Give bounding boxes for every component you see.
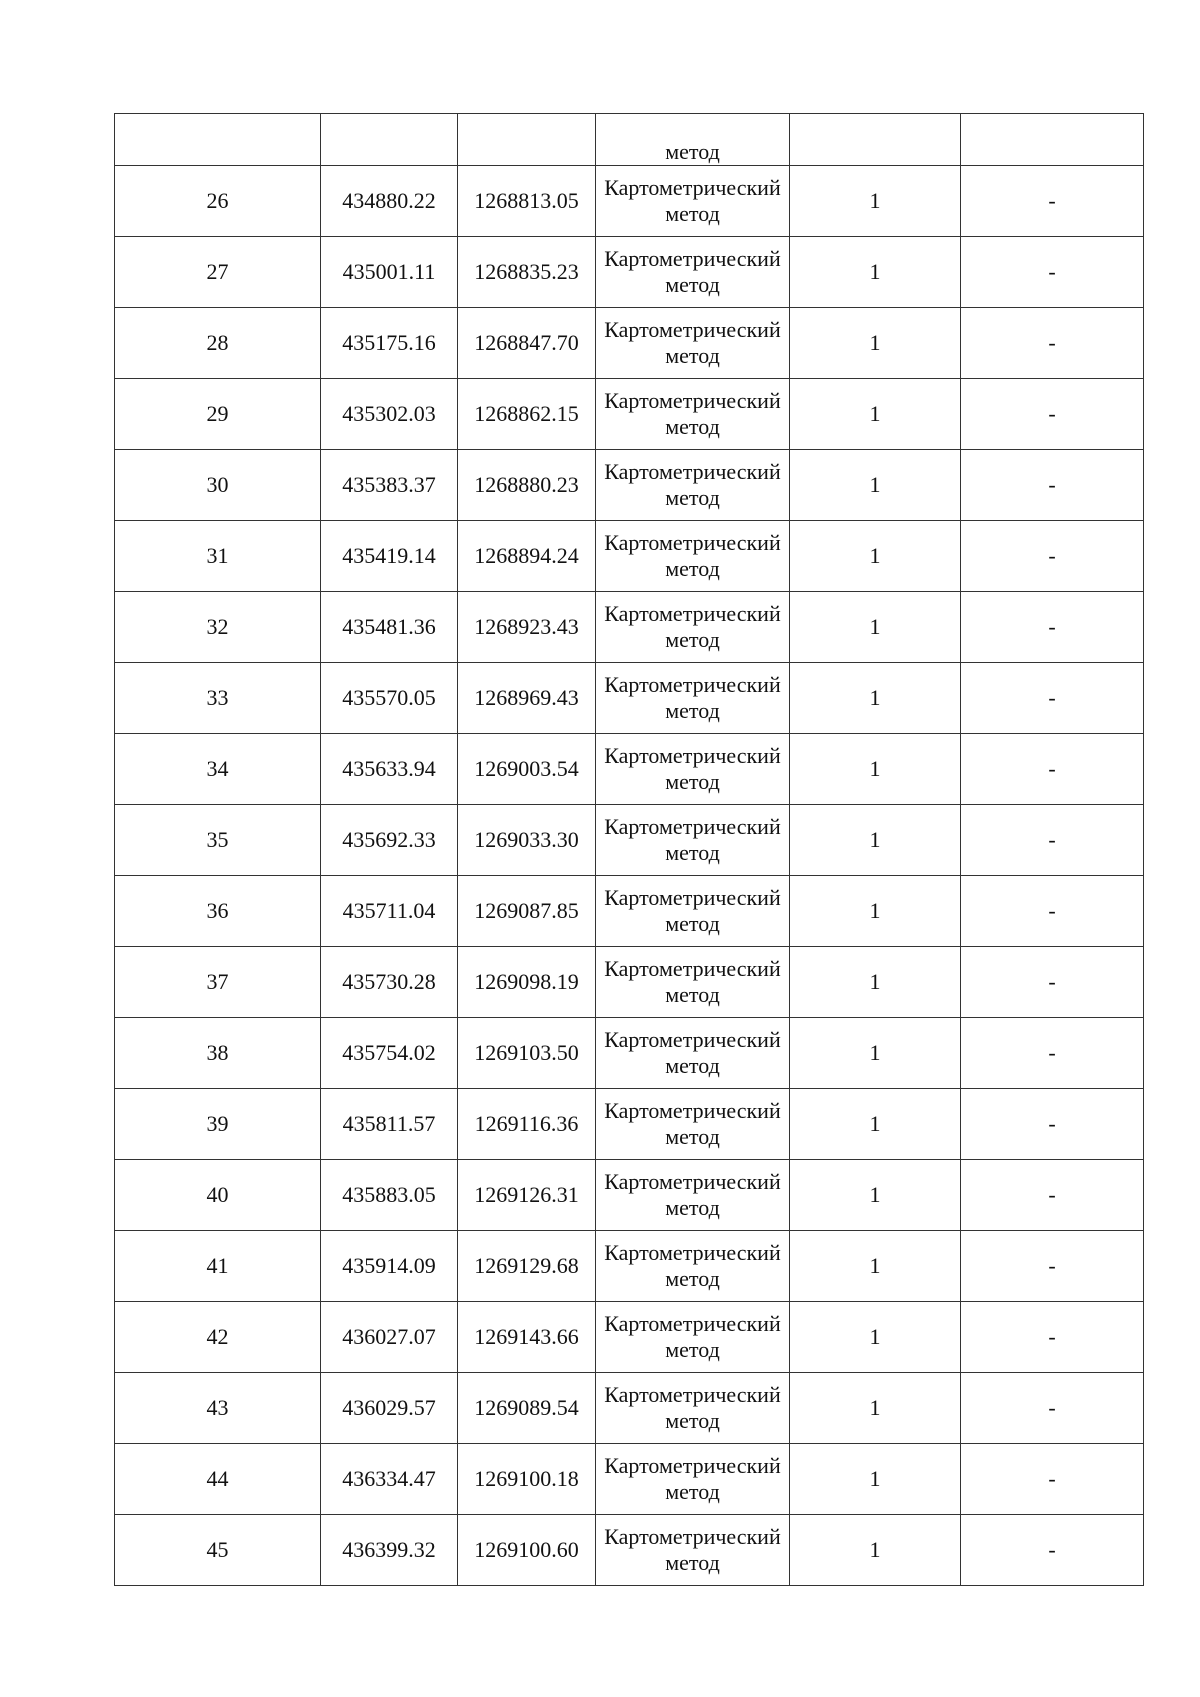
method-text-line2: метод (665, 1053, 720, 1078)
accuracy-cell: 1 (790, 592, 961, 663)
y-coordinate-cell: 1269100.60 (458, 1515, 596, 1586)
x-coordinate-cell (321, 114, 458, 166)
method-cell (596, 734, 790, 805)
y-coordinate-cell: 1269033.30 (458, 805, 596, 876)
accuracy-cell: 1 (790, 521, 961, 592)
point-number-cell: 26 (115, 166, 321, 237)
x-coordinate-cell: 434880.22 (321, 166, 458, 237)
accuracy-cell: 1 (790, 1373, 961, 1444)
table-row (115, 1018, 1144, 1089)
y-coordinate-cell: 1268813.05 (458, 166, 596, 237)
x-coordinate-cell: 435302.03 (321, 379, 458, 450)
method-text-line1: Картометрический (604, 1524, 781, 1549)
method-cell (596, 1231, 790, 1302)
accuracy-cell: 1 (790, 1302, 961, 1373)
accuracy-cell: 1 (790, 734, 961, 805)
method-text-line1: Картометрический (604, 175, 781, 200)
table-row (115, 1160, 1144, 1231)
accuracy-cell: 1 (790, 1160, 961, 1231)
table-row (115, 663, 1144, 734)
note-cell: - (961, 1302, 1144, 1373)
x-coordinate-cell: 435383.37 (321, 450, 458, 521)
accuracy-cell: 1 (790, 379, 961, 450)
method-text-line2: метод (665, 1550, 720, 1575)
note-cell: - (961, 1160, 1144, 1231)
note-cell: - (961, 521, 1144, 592)
note-cell: - (961, 805, 1144, 876)
table-row (115, 237, 1144, 308)
point-number-cell: 41 (115, 1231, 321, 1302)
table-row (115, 521, 1144, 592)
method-text-line2: метод (665, 414, 720, 439)
point-number-cell: 43 (115, 1373, 321, 1444)
note-cell: - (961, 1018, 1144, 1089)
note-cell: - (961, 1089, 1144, 1160)
note-cell: - (961, 1373, 1144, 1444)
point-number-cell: 33 (115, 663, 321, 734)
method-text-line1: Картометрический (604, 530, 781, 555)
table-body (115, 114, 1144, 1586)
note-cell: - (961, 1444, 1144, 1515)
point-number-cell: 37 (115, 947, 321, 1018)
note-cell: - (961, 592, 1144, 663)
x-coordinate-cell: 435883.05 (321, 1160, 458, 1231)
table-row (115, 1373, 1144, 1444)
method-cell (596, 450, 790, 521)
method-cell (596, 876, 790, 947)
point-number-cell: 38 (115, 1018, 321, 1089)
point-number-cell: 35 (115, 805, 321, 876)
y-coordinate-cell: 1268847.70 (458, 308, 596, 379)
table-row (115, 379, 1144, 450)
method-text-line1: Картометрический (604, 1240, 781, 1265)
y-coordinate-cell: 1269100.18 (458, 1444, 596, 1515)
method-text-line1: Картометрический (604, 1027, 781, 1052)
y-coordinate-cell: 1268835.23 (458, 237, 596, 308)
x-coordinate-cell: 436399.32 (321, 1515, 458, 1586)
accuracy-cell: 1 (790, 1444, 961, 1515)
method-text-line1: Картометрический (604, 885, 781, 910)
table-row (115, 1089, 1144, 1160)
y-coordinate-cell: 1268880.23 (458, 450, 596, 521)
accuracy-cell: 1 (790, 1089, 961, 1160)
accuracy-cell: 1 (790, 308, 961, 379)
coordinates-table (114, 113, 1144, 1586)
table-row (115, 1231, 1144, 1302)
table-row (115, 1302, 1144, 1373)
note-cell: - (961, 166, 1144, 237)
method-text-line2: метод (665, 556, 720, 581)
method-cell (596, 805, 790, 876)
accuracy-cell: 1 (790, 1018, 961, 1089)
method-cell (596, 379, 790, 450)
method-cell (596, 1373, 790, 1444)
point-number-cell: 44 (115, 1444, 321, 1515)
accuracy-cell: 1 (790, 663, 961, 734)
table-row (115, 450, 1144, 521)
method-cell (596, 237, 790, 308)
method-text-line1: Картометрический (604, 246, 781, 271)
point-number-cell: 42 (115, 1302, 321, 1373)
accuracy-cell: 1 (790, 166, 961, 237)
table-row (115, 876, 1144, 947)
y-coordinate-cell: 1269143.66 (458, 1302, 596, 1373)
point-number-cell: 31 (115, 521, 321, 592)
y-coordinate-cell: 1269126.31 (458, 1160, 596, 1231)
method-text-line2: метод (665, 1195, 720, 1220)
method-text-line2: метод (665, 698, 720, 723)
method-text-line2: метод (665, 272, 720, 297)
method-text-line2: метод (665, 840, 720, 865)
point-number-cell: 36 (115, 876, 321, 947)
method-text-line1: Картометрический (604, 814, 781, 839)
point-number-cell: 34 (115, 734, 321, 805)
method-cell (596, 592, 790, 663)
table-row (115, 1515, 1144, 1586)
table-row (115, 166, 1144, 237)
accuracy-cell: 1 (790, 237, 961, 308)
point-number-cell: 28 (115, 308, 321, 379)
method-cell (596, 1515, 790, 1586)
point-number-cell: 30 (115, 450, 321, 521)
method-text-line1: Картометрический (604, 601, 781, 626)
method-text-line2: метод (665, 1337, 720, 1362)
x-coordinate-cell: 435001.11 (321, 237, 458, 308)
method-text-line2: метод (665, 911, 720, 936)
point-number-cell (115, 114, 321, 166)
note-cell: - (961, 379, 1144, 450)
method-text-line2: метод (665, 485, 720, 510)
note-cell: - (961, 947, 1144, 1018)
y-coordinate-cell: 1269103.50 (458, 1018, 596, 1089)
table-row (115, 734, 1144, 805)
method-text-line2: метод (665, 769, 720, 794)
x-coordinate-cell: 435914.09 (321, 1231, 458, 1302)
point-number-cell: 39 (115, 1089, 321, 1160)
table-row (115, 805, 1144, 876)
method-text-line1: Картометрический (604, 388, 781, 413)
note-cell: - (961, 1515, 1144, 1586)
method-cell (596, 947, 790, 1018)
note-cell: - (961, 308, 1144, 379)
y-coordinate-cell: 1268894.24 (458, 521, 596, 592)
note-cell (961, 114, 1144, 166)
accuracy-cell (790, 114, 961, 166)
method-cell (596, 308, 790, 379)
x-coordinate-cell: 436029.57 (321, 1373, 458, 1444)
method-text-line2: метод (665, 1266, 720, 1291)
method-text-line2: метод (665, 1408, 720, 1433)
x-coordinate-cell: 435633.94 (321, 734, 458, 805)
y-coordinate-cell: 1269129.68 (458, 1231, 596, 1302)
method-text-line2: метод (665, 627, 720, 652)
method-text: метод (665, 139, 720, 164)
method-text-line2: метод (665, 201, 720, 226)
x-coordinate-cell: 435811.57 (321, 1089, 458, 1160)
method-text-line2: метод (665, 1124, 720, 1149)
note-cell: - (961, 663, 1144, 734)
method-text-line2: метод (665, 982, 720, 1007)
y-coordinate-cell: 1268969.43 (458, 663, 596, 734)
table-row (115, 947, 1144, 1018)
y-coordinate-cell (458, 114, 596, 166)
accuracy-cell: 1 (790, 450, 961, 521)
method-cell (596, 663, 790, 734)
table-row (115, 592, 1144, 663)
y-coordinate-cell: 1269087.85 (458, 876, 596, 947)
x-coordinate-cell: 436027.07 (321, 1302, 458, 1373)
accuracy-cell: 1 (790, 1231, 961, 1302)
method-text-line1: Картометрический (604, 956, 781, 981)
note-cell: - (961, 1231, 1144, 1302)
method-cell (596, 1018, 790, 1089)
y-coordinate-cell: 1269089.54 (458, 1373, 596, 1444)
accuracy-cell: 1 (790, 805, 961, 876)
method-text-line1: Картометрический (604, 672, 781, 697)
y-coordinate-cell: 1268923.43 (458, 592, 596, 663)
method-text-line1: Картометрический (604, 317, 781, 342)
y-coordinate-cell: 1268862.15 (458, 379, 596, 450)
x-coordinate-cell: 435419.14 (321, 521, 458, 592)
method-text-line1: Картометрический (604, 1382, 781, 1407)
x-coordinate-cell: 435754.02 (321, 1018, 458, 1089)
x-coordinate-cell: 435730.28 (321, 947, 458, 1018)
x-coordinate-cell: 435570.05 (321, 663, 458, 734)
note-cell: - (961, 450, 1144, 521)
method-cell (596, 1444, 790, 1515)
table-row-continued (115, 114, 1144, 166)
x-coordinate-cell: 435711.04 (321, 876, 458, 947)
x-coordinate-cell: 436334.47 (321, 1444, 458, 1515)
point-number-cell: 29 (115, 379, 321, 450)
x-coordinate-cell: 435692.33 (321, 805, 458, 876)
method-text-line2: метод (665, 1479, 720, 1504)
method-cell (596, 166, 790, 237)
note-cell: - (961, 237, 1144, 308)
x-coordinate-cell: 435481.36 (321, 592, 458, 663)
method-cell (596, 114, 790, 166)
accuracy-cell: 1 (790, 1515, 961, 1586)
method-cell (596, 521, 790, 592)
method-text-line1: Картометрический (604, 1311, 781, 1336)
note-cell: - (961, 876, 1144, 947)
table-row (115, 308, 1144, 379)
accuracy-cell: 1 (790, 876, 961, 947)
method-text-line1: Картометрический (604, 1098, 781, 1123)
point-number-cell: 40 (115, 1160, 321, 1231)
accuracy-cell: 1 (790, 947, 961, 1018)
method-cell (596, 1302, 790, 1373)
note-cell: - (961, 734, 1144, 805)
point-number-cell: 27 (115, 237, 321, 308)
method-text-line1: Картометрический (604, 459, 781, 484)
y-coordinate-cell: 1269098.19 (458, 947, 596, 1018)
method-cell (596, 1089, 790, 1160)
method-text-line1: Картометрический (604, 743, 781, 768)
x-coordinate-cell: 435175.16 (321, 308, 458, 379)
method-text-line1: Картометрический (604, 1169, 781, 1194)
y-coordinate-cell: 1269003.54 (458, 734, 596, 805)
point-number-cell: 45 (115, 1515, 321, 1586)
method-text-line1: Картометрический (604, 1453, 781, 1478)
y-coordinate-cell: 1269116.36 (458, 1089, 596, 1160)
point-number-cell: 32 (115, 592, 321, 663)
method-text-line2: метод (665, 343, 720, 368)
method-cell (596, 1160, 790, 1231)
table-row (115, 1444, 1144, 1515)
